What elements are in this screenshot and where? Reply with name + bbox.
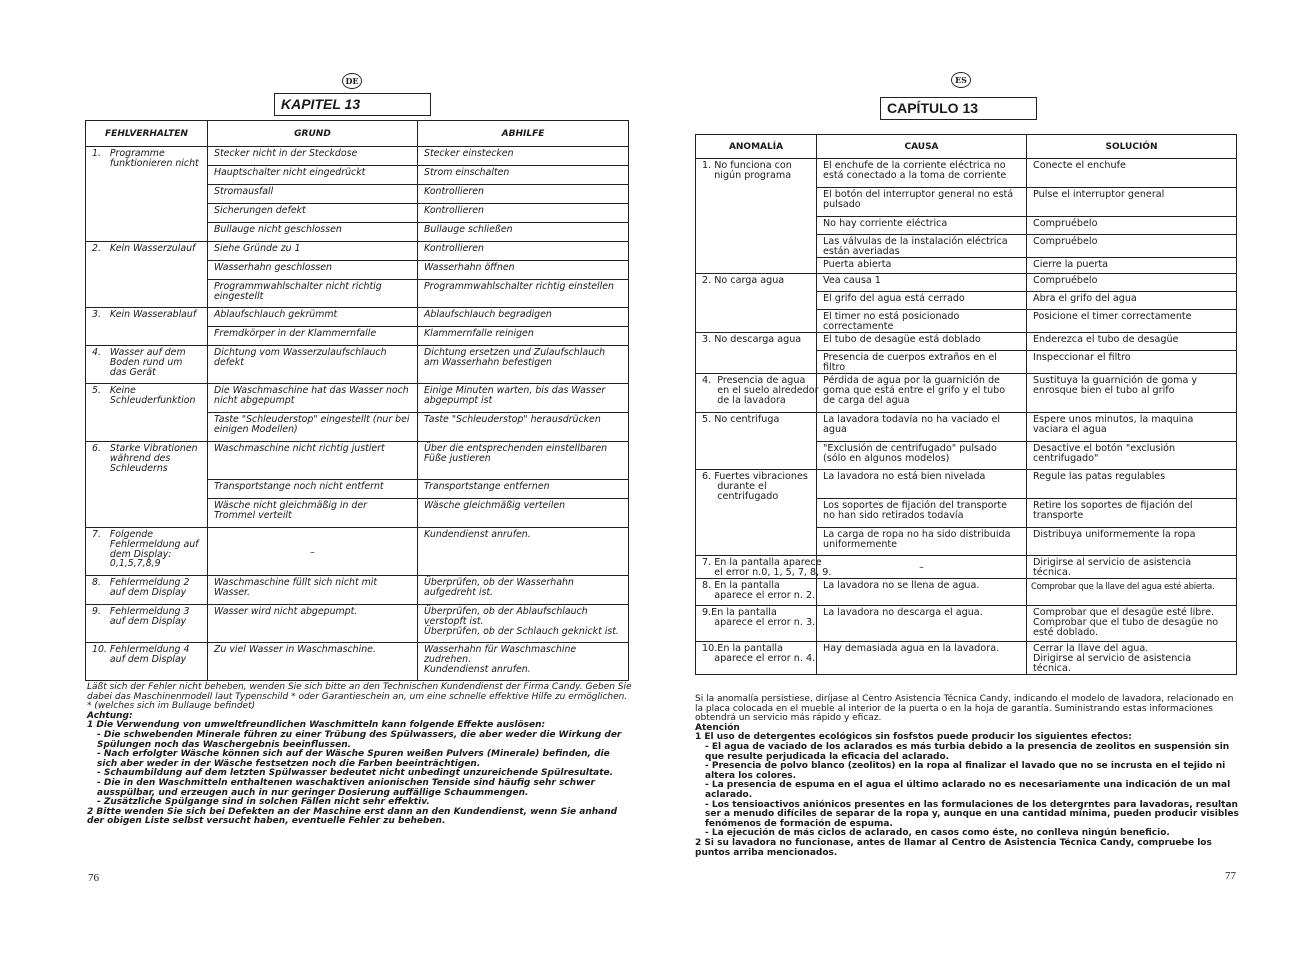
note-paragraph: 2 Bitte wenden Sie sich bei Defekten an der Maschine erst dann an den Kundendienst, wenn Sie anhand der obigen Liste selbst versucht haben, eventuelle Fehler zu beheben. [87,806,618,827]
problem-cell: 10.En la pantalla aparece el error n. 4. [696,642,817,675]
column-header: GRUND [208,121,418,147]
cause-cell: Hay demasiada agua en la lavadora. [817,642,1027,675]
cause-cell: Wäsche nicht gleichmäßig in der Trommel verteilt [208,499,418,528]
problem-cell: 9.En la pantalla aparece el error n. 3. [696,606,817,642]
remedy-cell: Wäsche gleichmäßig verteilen [418,499,629,528]
remedy-cell: Kontrollieren [418,204,629,223]
remedy-cell: Inspeccionar el filtro [1027,351,1237,374]
table-row [86,147,629,166]
note-paragraph: 2 Si su lavadora no funcionase, antes de llamar al Centro de Asistencia Técnica Candy, compruebe los puntos arriba mencionados. [695,837,1212,858]
language-flag-icon: DE [342,73,362,89]
cause-cell: Stromausfall [208,185,418,204]
table-header-row [696,135,1237,159]
cause-cell: Zu viel Wasser in Waschmaschine. [208,643,418,681]
cause-cell: Pérdida de agua por la guarnición de goma que está entre el grifo y el tubo de carga del agua [817,374,1027,413]
note-paragraph: - Nach erfolgter Wäsche können sich auf der Wäsche Spuren weißen Pulvers (Minerale) befinden, die sich aber weder in der Wäsche festsetzen noch die Farben beeinträchtigen. [97,749,610,769]
table-row [696,556,1237,579]
table-row [696,470,1237,499]
problem-cell: 6. Starke Vibrationen während des Schleuderns [86,442,208,528]
remedy-cell: Transportstange entfernen [418,480,629,499]
cause-cell: Los soportes de fijación del transporte no han sido retirados todavía [817,499,1027,528]
remedy-cell: Wasserhahn öffnen [418,261,629,280]
column-header: SOLUCIÓN [1027,135,1237,159]
table-row [86,346,629,384]
cause-cell: El timer no está posicionado correctamente [817,310,1027,333]
cause-cell: Vea causa 1 [817,274,1027,292]
problem-cell: 5. No centrifuga [696,413,817,470]
language-flag-icon: ES [951,72,971,88]
table-row [696,374,1237,413]
note-paragraph: - Die schwebenden Minerale führen zu einer Trübung des Spülwassers, die aber weder die Wirkung der Spülungen noch das Waschergebnis beeinflussen. [97,729,622,750]
remedy-cell: Dichtung ersetzen und Zulaufschlauch am Wasserhahn befestigen [418,346,629,384]
remedy-cell: Compruébelo [1027,274,1237,292]
table-row [86,576,629,605]
note-paragraph: - Die in den Waschmitteln enthaltenen waschaktiven anionischen Tenside sind häufig sehr schwer ausspülbar, und erzeugen auch in nur geringer Dosierung auffällige Schaummengen. [97,777,595,798]
table-row [86,242,629,261]
note-paragraph: Achtung: [87,710,133,721]
table-row [86,643,629,681]
table-row [696,606,1237,642]
note-paragraph: Si la anomalía persistiese, diríjase al Centro Asistencia Técnica Candy, indicando el modelo de lavadora, relacionado en la placa colocada en el mueble al interior de la puerta o en la hoja de garantía. Suministrando estas informaciones obtendrá un servicio más rápido y eficaz. [695,694,1234,724]
cause-cell: Waschmaschine füllt sich nicht mit Wasser. [208,576,418,605]
cause-cell: Waschmaschine nicht richtig justiert [208,442,418,480]
cause-cell: El enchufe de la corriente eléctrica no está conectado a la toma de corriente [817,159,1027,188]
table-header-row [86,121,629,147]
note-paragraph: - La presencia de espuma en el agua el último aclarado no es necesariamente una indicación de un mal aclarado. [705,780,1231,800]
note-paragraph: 1 Die Verwendung von umweltfreundlichen Waschmitteln kann folgende Effekte auslösen: [87,720,546,731]
problem-cell: 3. Kein Wasserablauf [86,308,208,346]
cause-cell: "Exclusión de centrifugado" pulsado (sólo en algunos modelos) [817,442,1027,470]
problem-cell: 4. Presencia de agua en el suelo alrededor de la lavadora [696,374,817,413]
remedy-cell: Dirigirse al servicio de asistencia técnica. [1027,556,1237,579]
cause-cell: La carga de ropa no ha sido distribuida uniformemente [817,528,1027,556]
table-row [696,413,1237,442]
chapter-title: CAPÍTULO 13 [880,97,1037,120]
note-paragraph: - La ejecución de más ciclos de aclarado, en casos como éste, no conlleva ningún beneficio. [705,828,1170,839]
remedy-cell: Enderezca el tubo de desagüe [1027,333,1237,351]
cause-cell: El grifo del agua está cerrado [817,292,1027,310]
table-row [86,528,629,576]
cause-cell: Bullauge nicht geschlossen [208,223,418,242]
remedy-cell: Pulse el interruptor general [1027,188,1237,217]
remedy-cell: Sustituya la guarnición de goma y enrosque bien el tubo al grifo [1027,374,1237,413]
note-paragraph: - Zusätzliche Spülgange sind in solchen Fällen nicht sehr effektiv. [97,797,430,808]
problem-cell: 7. Folgende Fehlermeldung auf dem Display: 0,1,5,7,8,9 [86,528,208,576]
cause-cell: Wasser wird nicht abgepumpt. [208,605,418,643]
remedy-cell: Überprüfen, ob der Ablaufschlauch verstopft ist. Überprüfen, ob der Schlauch geknickt ist. [418,605,629,643]
remedy-cell: Wasserhahn für Waschmaschine zudrehen. Kundendienst anrufen. [418,643,629,681]
problem-cell: 1. No funciona con nigún programa [696,159,817,274]
cause-cell: Transportstange noch nicht entfernt [208,480,418,499]
problem-cell: 7. En la pantalla aparece el error n.0, 1, 5, 7, 8, 9. [696,556,817,579]
cause-cell: La lavadora no está bien nivelada [817,470,1027,499]
problem-cell: 3. No descarga agua [696,333,817,374]
page-number: 77 [1225,870,1236,882]
cause-cell: Sicherungen defekt [208,204,418,223]
remedy-cell: Ablaufschlauch begradigen [418,308,629,327]
note-paragraph: - Presencia de polvo blanco (zeolitos) en la ropa al finalizar el lavado que no se incrusta en el tejido ni altera los colores. [705,761,1226,781]
remedy-cell: Einige Minuten warten, bis das Wasser abgepumpt ist [418,384,629,413]
column-header: ANOMALÍA [696,135,817,159]
remedy-cell: Stecker einstecken [418,147,629,166]
remedy-cell: Programmwahlschalter richtig einstellen [418,280,629,308]
problem-cell: 2. Kein Wasserzulauf [86,242,208,308]
remedy-cell: Kontrollieren [418,185,629,204]
remedy-cell: Comprobar que la llave del agua esté abierta. [1027,579,1237,606]
note-paragraph: * (welches sich im Bullauge befindet) [87,701,256,712]
notes-section [695,695,1240,858]
cause-cell: Fremdkörper in der Klammernfalle [208,327,418,346]
problem-cell: 2. No carga agua [696,274,817,333]
remedy-cell: Bullauge schließen [418,223,629,242]
problem-cell: 10. Fehlermeldung 4 auf dem Display [86,643,208,681]
column-header: ABHILFE [418,121,629,147]
table-row [86,605,629,643]
problem-cell: 1. Programme funktionieren nicht [86,147,208,242]
cause-cell: Puerta abierta [817,258,1027,274]
table-row [696,159,1237,188]
remedy-cell: Klammernfalle reinigen [418,327,629,346]
remedy-cell: Espere unos minutos, la maquina vaciara el agua [1027,413,1237,442]
remedy-cell: Überprüfen, ob der Wasserhahn aufgedreht ist. [418,576,629,605]
cause-cell: No hay corriente eléctrica [817,217,1027,235]
cause-cell: Hauptschalter nicht eingedrückt [208,166,418,185]
troubleshooting-table [695,134,1237,675]
remedy-cell: Kundendienst anrufen. [418,528,629,576]
cause-cell: – [208,528,418,576]
remedy-cell: Regule las patas regulables [1027,470,1237,499]
chapter-title: KAPITEL 13 [274,93,431,116]
cause-cell: Wasserhahn geschlossen [208,261,418,280]
note-paragraph: - Los tensioactivos aniónicos presentes en las formulaciones de los detergrntes para lavadoras, resultan ser a menudo difíciles de separar de la ropa y, aunque en una cantidad mínima, pueden producir visibles fenómenos de formación de espuma. [705,799,1239,829]
remedy-cell: Cierre la puerta [1027,258,1237,274]
remedy-cell: Über die entsprechenden einstellbaren Füße justieren [418,442,629,480]
table-row [696,333,1237,351]
problem-cell: 8. Fehlermeldung 2 auf dem Display [86,576,208,605]
remedy-cell: Kontrollieren [418,242,629,261]
table-row [696,274,1237,292]
note-paragraph: Läßt sich der Fehler nicht beheben, wenden Sie sich bitte an den Technischen Kundendienst der Firma Candy. Geben Sie dabei das Maschinenmodell laut Typenschild * oder Garantieschein an, um eine schnelle effektive Hilfe zu ermöglichen. [87,682,632,702]
remedy-cell: Abra el grifo del agua [1027,292,1237,310]
remedy-cell: Cerrar la llave del agua. Dirigirse al servicio de asistencia técnica. [1027,642,1237,675]
table-row [696,642,1237,675]
remedy-cell: Comprobar que el desagüe esté libre. Comprobar que el tubo de desagüe no esté doblado. [1027,606,1237,642]
cause-cell: La lavadora todavía no ha vaciado el agua [817,413,1027,442]
notes-section [87,683,632,827]
page-right-es [654,0,1308,954]
table-row [86,308,629,327]
cause-cell: El tubo de desagüe está doblado [817,333,1027,351]
remedy-cell: Compruébelo [1027,235,1237,258]
cause-cell: Stecker nicht in der Steckdose [208,147,418,166]
cause-cell: La lavadora no descarga el agua. [817,606,1027,642]
cause-cell: La lavadora no se llena de agua. [817,579,1027,606]
troubleshooting-table [85,120,629,681]
note-paragraph: 1 El uso de detergentes ecológicos sin fosfstos puede producir los siguientes efectos: [695,732,1132,743]
table-row [86,442,629,480]
problem-cell: 4. Wasser auf dem Boden rund um das Gerät [86,346,208,384]
cause-cell: Presencia de cuerpos extraños en el filtro [817,351,1027,374]
remedy-cell: Retire los soportes de fijación del transporte [1027,499,1237,528]
cause-cell: Die Waschmaschine hat das Wasser noch nicht abgepumpt [208,384,418,413]
cause-cell: Ablaufschlauch gekrümmt [208,308,418,327]
remedy-cell: Desactive el botón "exclusión centrifugado" [1027,442,1237,470]
column-header: CAUSA [817,135,1027,159]
remedy-cell: Taste "Schleuderstop" herausdrücken [418,413,629,442]
note-paragraph: Atención [695,722,740,733]
note-paragraph: - Schaumbildung auf dem letzten Spülwasser bedeutet nicht unbedingt unzureichende Spülresultate. [97,768,614,779]
problem-cell: 8. En la pantalla aparece el error n. 2. [696,579,817,606]
remedy-cell: Compruébelo [1027,217,1237,235]
problem-cell: 9. Fehlermeldung 3 auf dem Display [86,605,208,643]
remedy-cell: Conecte el enchufe [1027,159,1237,188]
problem-cell: 5. Keine Schleuderfunktion [86,384,208,442]
cause-cell: Programmwahlschalter nicht richtig eingestellt [208,280,418,308]
column-header: FEHLVERHALTEN [86,121,208,147]
table-row [696,579,1237,606]
cause-cell: Taste "Schleuderstop" eingestellt (nur bei einigen Modellen) [208,413,418,442]
remedy-cell: Distribuya uniformemente la ropa [1027,528,1237,556]
cause-cell: El botón del interruptor general no está pulsado [817,188,1027,217]
remedy-cell: Posicione el timer correctamente [1027,310,1237,333]
table-row [86,384,629,413]
page-number: 76 [88,872,99,884]
cause-cell: – [817,556,1027,579]
cause-cell: Siehe Gründe zu 1 [208,242,418,261]
note-paragraph: - El agua de vaciado de los aclarados es más turbia debido a la presencia de zeolitos en suspensión sin que resulte perjudicada la eficacia del aclarado. [705,741,1230,762]
remedy-cell: Strom einschalten [418,166,629,185]
cause-cell: Dichtung vom Wasserzulaufschlauch defekt [208,346,418,384]
problem-cell: 6. Fuertes vibraciones durante el centrifugado [696,470,817,556]
cause-cell: Las válvulas de la instalación eléctrica están averiadas [817,235,1027,258]
